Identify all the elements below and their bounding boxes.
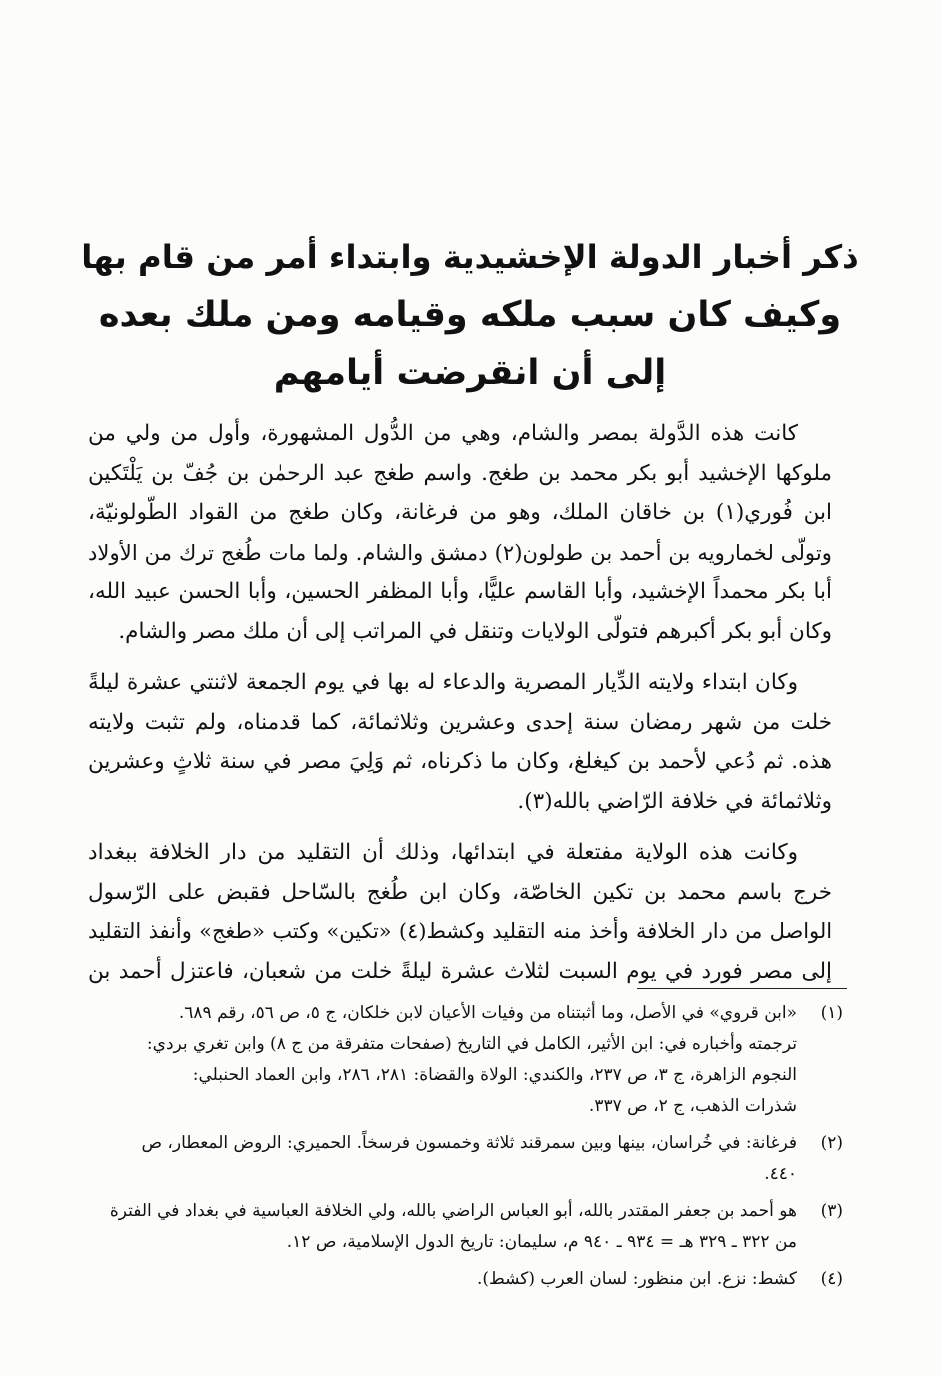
footnote-3 [88, 1196, 843, 1258]
title-line-3: إلى أن انقرضت أيامهم [273, 353, 667, 393]
footnotes [88, 998, 843, 1301]
paragraph-line: وكان أبو بكر أكبرهم فتولّى الولايات وتنقل في المراتب إلى أن ملك مصر والشام. [118, 618, 832, 644]
footnote-line: ٤٤٠. [764, 1164, 797, 1184]
footnote-1 [88, 998, 843, 1122]
footnote-line: من ٣٢٢ ـ ٣٢٩ هـ = ٩٣٤ ـ ٩٤٠ م، سليمان: تاريخ الدول الإسلامية، ص ١٢. [286, 1232, 797, 1252]
footnote-line: شذرات الذهب، ج ٢، ص ٣٣٧. [588, 1096, 797, 1116]
paragraph-line: وكانت هذه الولاية مفتعلة في ابتدائها، وذلك أن التقليد من دار الخلافة ببغداد [88, 840, 798, 865]
footnote-number: (١) [820, 1003, 843, 1023]
paragraph-line: خلت من شهر رمضان سنة إحدى وعشرين وثلاثمائة، كما قدمناه، ولم تثبت ولايته [88, 709, 832, 735]
footnote-number: (٣) [820, 1201, 843, 1221]
footnote-line: ترجمته وأخباره في: ابن الأثير، الكامل في التاريخ (صفحات متفرقة من ج ٨) وابن تغري بردي: [146, 1034, 797, 1054]
footnote-line: فرغانة: في خُراسان، بينها وبين سمرقند ثلاثة وخمسون فرسخاً. الحميري: الروض المعطار، ص [141, 1133, 797, 1153]
footnote-4 [88, 1264, 843, 1295]
paragraph-line: إلى مصر فورد في يوم السبت لثلاث عشرة ليلةً خلت من شعبان، فاعتزل أحمد بن [88, 958, 832, 984]
footnote-text [88, 998, 797, 1122]
title-line-2: وكيف كان سبب ملكه وقيامه ومن ملك بعده [98, 295, 842, 335]
paragraph-3 [88, 833, 832, 991]
paragraph-line: ابن فُوري(١) بن خاقان الملك، وهو من فرغانة، وكان طغج من القواد الطّولونيّة، [88, 500, 832, 525]
footnote-divider [637, 988, 847, 989]
paragraph-line: هذه. ثم دُعي لأحمد بن كيغلغ، وكان ما ذكرناه، ثم وَلِيَ مصر في سنة ثلاثٍ وعشرين [88, 749, 832, 774]
paragraph-line: وتولّى لخمارويه بن أحمد بن طولون(٢) دمشق والشام. ولما مات طُغج ترك من الأولاد [88, 539, 832, 565]
paragraph-line: ملوكها الإخشيد أبو بكر محمد بن طغج. واسم طغج عبد الرحمٰن بن جُفّ بن يَلْتَكين [88, 460, 832, 486]
footnote-number: (٤) [820, 1269, 843, 1289]
footnote-line: «ابن قروي» في الأصل، وما أثبتناه من وفيات الأعيان لابن خلكان، ج ٥، ص ٥٦، رقم ٦٨٩. [178, 1003, 797, 1023]
footnote-number: (٢) [820, 1133, 843, 1153]
paragraph-2 [88, 663, 832, 821]
chapter-title [80, 228, 860, 402]
footnote-line: النجوم الزاهرة، ج ٣، ص ٢٣٧، والكندي: الولاة والقضاة: ٢٨١، ٢٨٦، وابن العماد الحنبلي: [192, 1065, 797, 1085]
body-text [88, 414, 832, 1003]
paragraph-line: وكان ابتداء ولايته الدِّيار المصرية والدعاء له بها في يوم الجمعة لاثنتي عشرة ليلةً [88, 670, 798, 695]
paragraph-line: وثلاثمائة في خلافة الرّاضي بالله(٣). [517, 788, 832, 814]
footnote-text [88, 1196, 797, 1258]
paragraph-line: أبا بكر محمداً الإخشيد، وأبا القاسم عليًّا، وأبا المظفر الحسين، وأبا الحسن عبيد الله، [88, 579, 832, 604]
paragraph-line: كانت هذه الدَّولة بمصر والشام، وهي من الدُّول المشهورة، وأول من ولي من [88, 421, 798, 446]
paragraph-line: الواصل من دار الخلافة وأخذ منه التقليد وكشط(٤) «تكين» وكتب «طغج» وأنفذ التقليد [88, 919, 832, 943]
footnote-line: هو أحمد بن جعفر المقتدر بالله، أبو العباس الراضي بالله، ولي الخلافة العباسية في بغداد في الفترة [109, 1201, 797, 1221]
title-line-1: ذكر أخبار الدولة الإخشيدية وابتداء أمر من قام بها [81, 238, 859, 276]
footnote-line: كشط: نزع. ابن منظور: لسان العرب (كشط). [476, 1269, 797, 1289]
footnote-text [88, 1128, 797, 1190]
paragraph-1 [88, 414, 832, 651]
paragraph-line: خرج باسم محمد بن تكين الخاصّة، وكان ابن طُغج بالسّاحل فقبض على الرّسول [88, 879, 832, 905]
footnote-text [88, 1264, 797, 1295]
footnote-2 [88, 1128, 843, 1190]
